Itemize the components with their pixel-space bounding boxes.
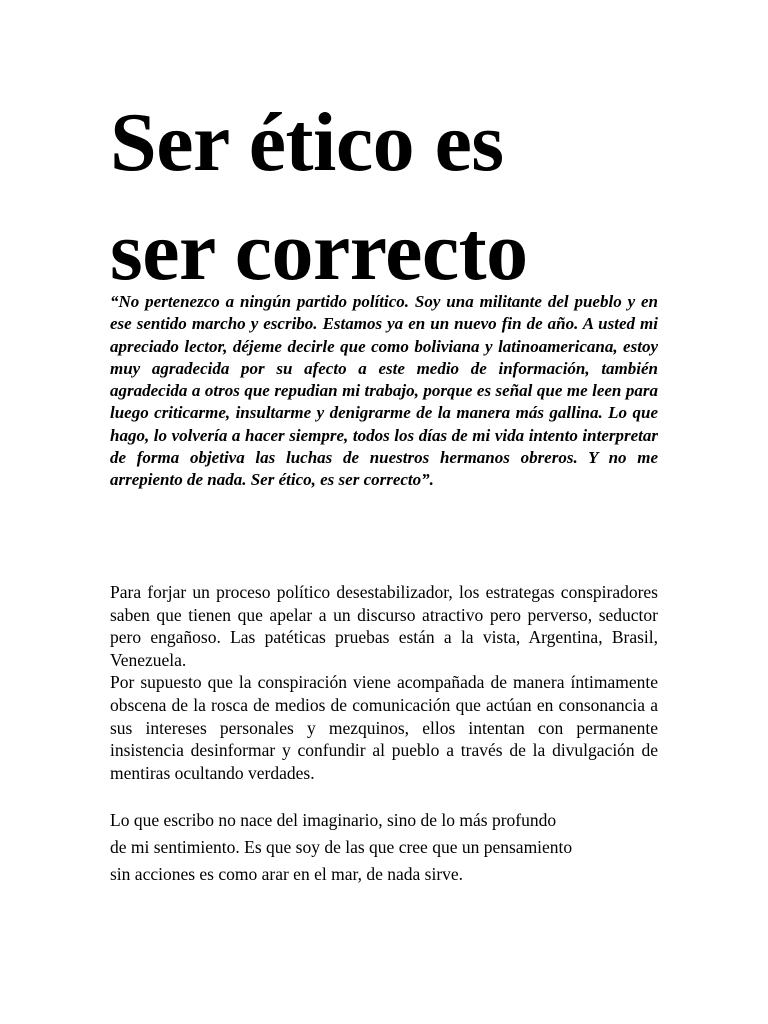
closing-line-1: Lo que escribo no nace del imaginario, sino de lo más profundo bbox=[110, 810, 557, 830]
page-title bbox=[110, 88, 670, 306]
closing-line-2: de mi sentimiento. Es que soy de las que cree que un pensamiento bbox=[110, 837, 573, 857]
intro-quote: “No pertenezco a ningún partido político. Soy una militante del pueblo y en ese sentido marcho y escribo. Estamos ya en un nuevo fin de año. A usted mi apreciado lector, déjeme decirle que como boliviana y latinoamericana, estoy muy agradecida por su afecto a este medio de información, también agradecida a otros que repudian mi trabajo, porque es señal que me leen para luego criticarme, insultarme y denigrarme de la manera más gallina. Lo que hago, lo volvería a hacer siempre, todos los días de mi vida intento interpretar de forma objetiva las luchas de nuestros hermanos obreros. Y no me arrepiento de nada. Ser ético, es ser correcto”. bbox=[110, 292, 658, 490]
title-line-1: Ser ético es bbox=[110, 96, 504, 189]
body-paragraph-1: Para forjar un proceso político desestabilizador, los estrategas conspiradores saben que tienen que apelar a un discurso atractivo pero perverso, seductor pero engañoso. Las patéticas pruebas están a la vista, Argentina, Brasil, Venezuela. bbox=[110, 582, 658, 670]
body-paragraph-2: Por supuesto que la conspiración viene acompañada de manera íntimamente obscena de la rosca de medios de comunicación que actúan en consonancia a sus intereses personales y mezquinos, ellos intentan con permanente insistencia desinformar y confundir al pueblo a través de la divulgación de mentiras ocultando verdades. bbox=[110, 672, 658, 783]
body-text bbox=[110, 581, 658, 784]
closing-paragraph bbox=[110, 807, 670, 888]
closing-line-3: sin acciones es como arar en el mar, de nada sirve. bbox=[110, 864, 464, 884]
title-line-2: ser correcto bbox=[110, 205, 528, 298]
